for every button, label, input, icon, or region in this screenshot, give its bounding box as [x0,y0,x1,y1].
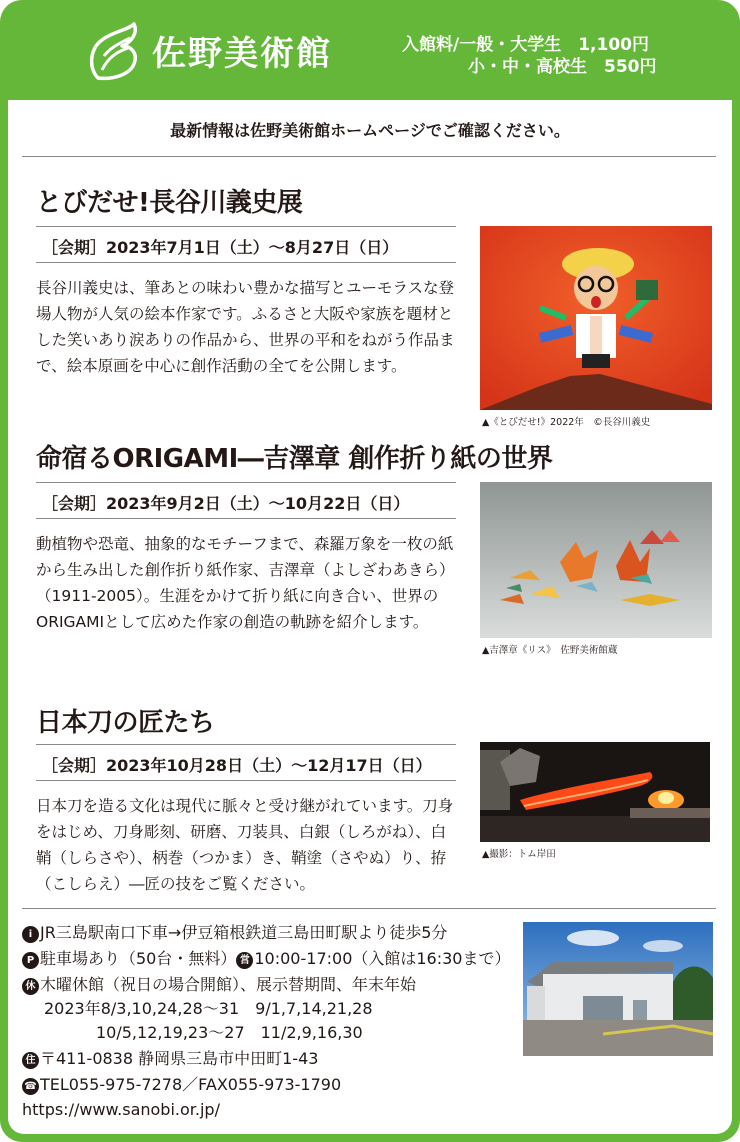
info-icon: i [22,926,39,943]
closed-icon: 休 [22,978,39,995]
website-link[interactable]: https://www.sanobi.or.jp/ [22,1100,220,1119]
divider [36,744,456,745]
image-caption: ▲《とびだせ!》2022年 ©長谷川義史 [482,417,651,428]
hours-icon: 営 [236,952,253,969]
exhibition-2-origami-image [480,482,712,638]
museum-building-image [523,922,713,1056]
divider [36,262,456,263]
access-info: i JR三島駅南口下車→伊豆箱根鉄道三島田町駅より徒歩5分 [22,921,447,945]
exhibition-3-swordsmith-image [480,742,710,842]
exhibition-1-artwork-image [480,226,712,410]
image-caption: ▲吉澤章《リス》 佐野美術館蔵 [482,645,618,656]
divider [22,908,716,909]
closed-dates-1: 2023年8/3,10,24,28～31 9/1,7,14,21,28 [44,999,373,1018]
exhibition-period: ［会期］2023年10月28日（土）～12月17日（日） [42,756,432,775]
museum-logo-icon [84,18,146,84]
exhibition-description: 日本刀を造る文化は現代に脈々と受け継がれています。刀身をはじめ、刀身彫刻、研磨、刀装具、白銀（しろがね）、白鞘（しらさや）、柄巻（つかま）き、鞘塗（さやぬ）り、拵（こしらえ）―匠の技をご覧ください。 [36,797,454,893]
parking-icon: P [22,952,39,969]
image-caption: ▲撮影：トム岸田 [482,849,556,860]
address-info: 住 〒411-0838 静岡県三島市中田町1-43 [22,1047,318,1071]
museum-name: 佐野美術館 [152,34,332,74]
exhibition-title: 命宿るORIGAMI―吉澤章 創作折り紙の世界 [36,444,553,474]
admission-fee-child: 小・中・高校生 550円 [468,57,657,77]
divider [22,156,716,157]
exhibition-description: 長谷川義史は、筆あとの味わい豊かな描写とユーモラスな登場人物が人気の絵本作家です。ふるさと大阪や家族を題材とした笑いあり涙ありの作品から、世界の平和をねがう作品まで、絵本原画を中心に創作活動の全てを公開します。 [36,279,455,375]
phone-info: ☎ TEL055-975-7278／FAX055-973-1790 [22,1073,341,1097]
address-icon: 住 [22,1052,39,1069]
exhibition-period: ［会期］2023年7月1日（土）～8月27日（日） [42,238,399,257]
closed-days-info: 休 木曜休館（祝日の場合開館）、展示替期間、年末年始 [22,973,416,997]
exhibition-description: 動植物や恐竜、抽象的なモチーフまで、森羅万象を一枚の紙から生み出した創作折り紙作家、吉澤章（よしざわあきら）（1911-2005）。生涯をかけて折り紙に向き合い、世界のORIGAMIとして広めた作家の創造の軌跡を紹介します。 [36,535,455,631]
exhibition-title: 日本刀の匠たち [36,708,215,738]
admission-fee-adult: 入館料/一般・大学生 1,100円 [402,35,649,55]
exhibition-title: とびだせ!長谷川義史展 [36,188,303,218]
closed-dates-2: 10/5,12,19,23～27 11/2,9,16,30 [96,1023,363,1042]
website-notice: 最新情報は佐野美術館ホームページでご確認ください。 [170,121,570,140]
divider [36,226,456,227]
parking-hours-info: P 駐車場あり（50台・無料） 営 10:00-17:00（入館は16:30まで） [22,947,510,971]
exhibition-period: ［会期］2023年9月2日（土）～10月22日（日） [42,494,410,513]
divider [36,780,456,781]
phone-icon: ☎ [22,1078,39,1095]
divider [36,482,456,483]
divider [36,518,456,519]
